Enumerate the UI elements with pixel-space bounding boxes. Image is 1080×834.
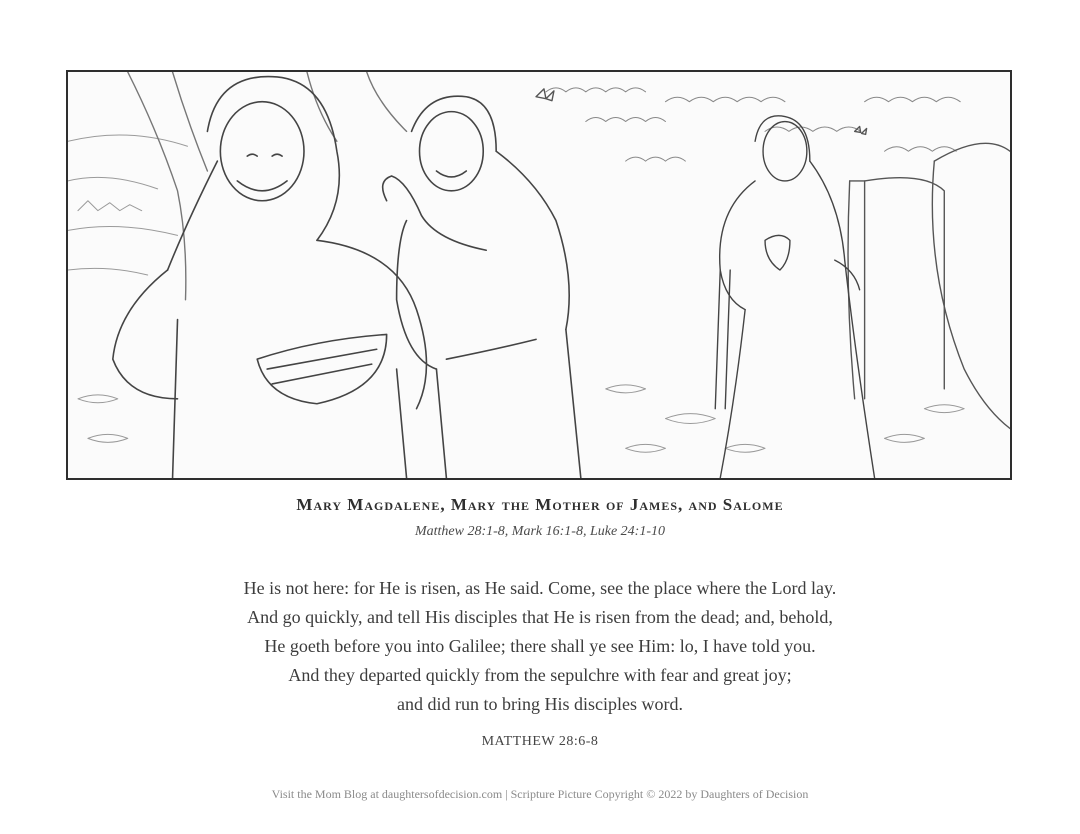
woman-at-tomb [715,116,874,478]
scripture-references: Matthew 28:1-8, Mark 16:1-8, Luke 24:1-10 [414,524,665,539]
caption-title: Mary Magdalene, Mary the Mother of James, and Salome [296,495,784,514]
woman-waving [383,96,581,478]
ground-stones [78,385,964,452]
verse-line: He is not here: for He is risen, as He said. Come, see the place where the Lord lay. [243,578,837,598]
verse-line: He goeth before you into Galilee; there shall ye see Him: lo, I have told you. [264,636,816,656]
butterfly [536,89,867,135]
verse-text [0,574,1080,719]
verse-citation: MATTHEW 28:6-8 [481,734,599,749]
foliage [546,88,960,161]
basket [257,334,386,403]
jar [765,235,790,270]
footer-copyright: Visit the Mom Blog at daughtersofdecision.com | Scripture Picture Copyright © 2022 by Daughters of Decision [271,787,809,801]
woman-with-basket [113,77,427,478]
verse-line: and did run to bring His disciples word. [397,694,683,714]
verse-line: And they departed quickly from the sepulchre with fear and great joy; [288,665,792,685]
tomb-rock [848,143,1010,428]
illustration-frame [66,70,1012,480]
coloring-page-illustration [68,72,1010,478]
background-landscape [68,135,187,275]
verse-line: And go quickly, and tell His disciples that He is risen from the dead; and, behold, [247,607,833,627]
